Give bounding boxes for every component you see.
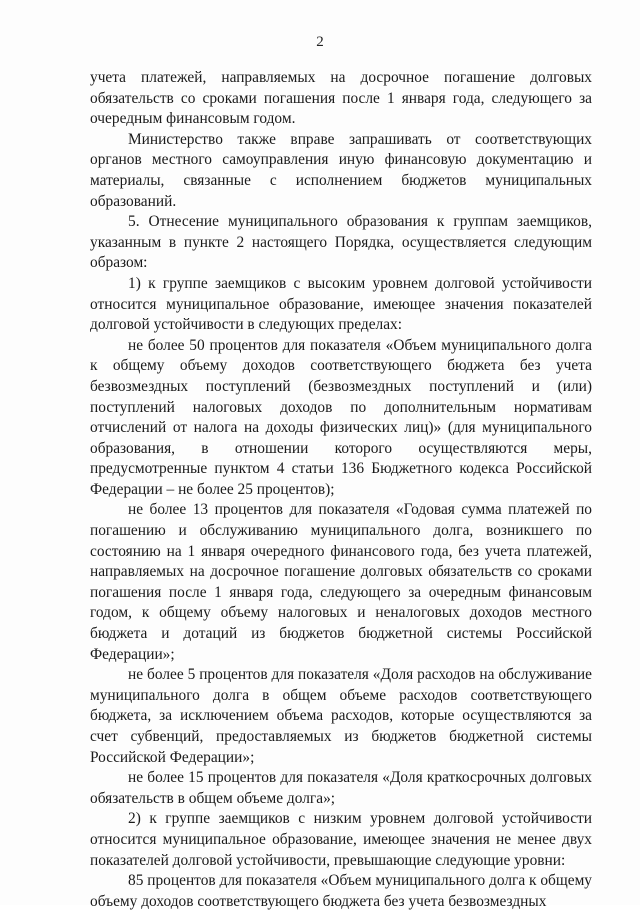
page-number: 2 <box>316 34 324 50</box>
paragraph-5: не более 50 процентов для показателя «Объем муниципального долга к общему объему доходов соответствующего бюджета без учета безвозмездных поступлений (безвозмездных поступлений и (или) поступлений налоговых доходов по дополнительным нормативам отчислений от налога на доходы физических лиц)» (для муниципального образования, в отношении которого осуществляются меры, предусмотренные пунктом 4 статьи 136 Бюджетного кодекса Российской Федерации – не более 25 процентов); <box>90 336 592 498</box>
paragraph-6: не более 13 процентов для показателя «Годовая сумма платежей по погашению и обслуживанию муниципального долга, возникшего по состоянию на 1 января очередного финансового года, без учета платежей, направляемых на досрочное погашение долговых обязательств со сроками погашения после 1 января года, следующего за очередным финансовым годом, к общему объему налоговых и неналоговых доходов местного бюджета и дотаций из бюджетов бюджетной системы Российской Федерации»; <box>90 501 592 663</box>
paragraph-2: Министерство также вправе запрашивать от соответствующих органов местного самоуправления иную финансовую документацию и материалы, связанные с исполнением бюджетов муниципальных образований. <box>90 130 592 210</box>
paragraph-10: 85 процентов для показателя «Объем муниципального долга к общему объему доходов соответствующего бюджета без учета безвозмездных <box>90 872 592 910</box>
paragraph-1: учета платежей, направляемых на досрочное погашение долговых обязательств со сроками погашения после 1 января года, следующего за очередным финансовым годом. <box>90 69 592 128</box>
paragraph-4: 1) к группе заемщиков с высоким уровнем долговой устойчивости относится муниципальное образование, имеющее значения показателей долговой устойчивости в следующих пределах: <box>90 274 592 334</box>
paragraph-3: 5. Отнесение муниципального образования к группам заемщиков, указанным в пункте 2 настоящего Порядка, осуществляется следующим образом: <box>90 213 592 272</box>
document-body <box>90 68 592 912</box>
paragraph-7: не более 5 процентов для показателя «Доля расходов на обслуживание муниципального долга в общем объеме расходов соответствующего бюджета, за исключением объема расходов, которые осуществляются за счет субвенций, предоставляемых из бюджетов бюджетной системы Российской Федерации»; <box>90 666 592 766</box>
paragraph-8: не более 15 процентов для показателя «Доля краткосрочных долговых обязательств в общем объеме долга»; <box>90 769 592 807</box>
paragraph-9: 2) к группе заемщиков с низким уровнем долговой устойчивости относится муниципальное образование, имеющее значения не менее двух показателей долговой устойчивости, превышающие следующие уровни: <box>90 810 592 869</box>
